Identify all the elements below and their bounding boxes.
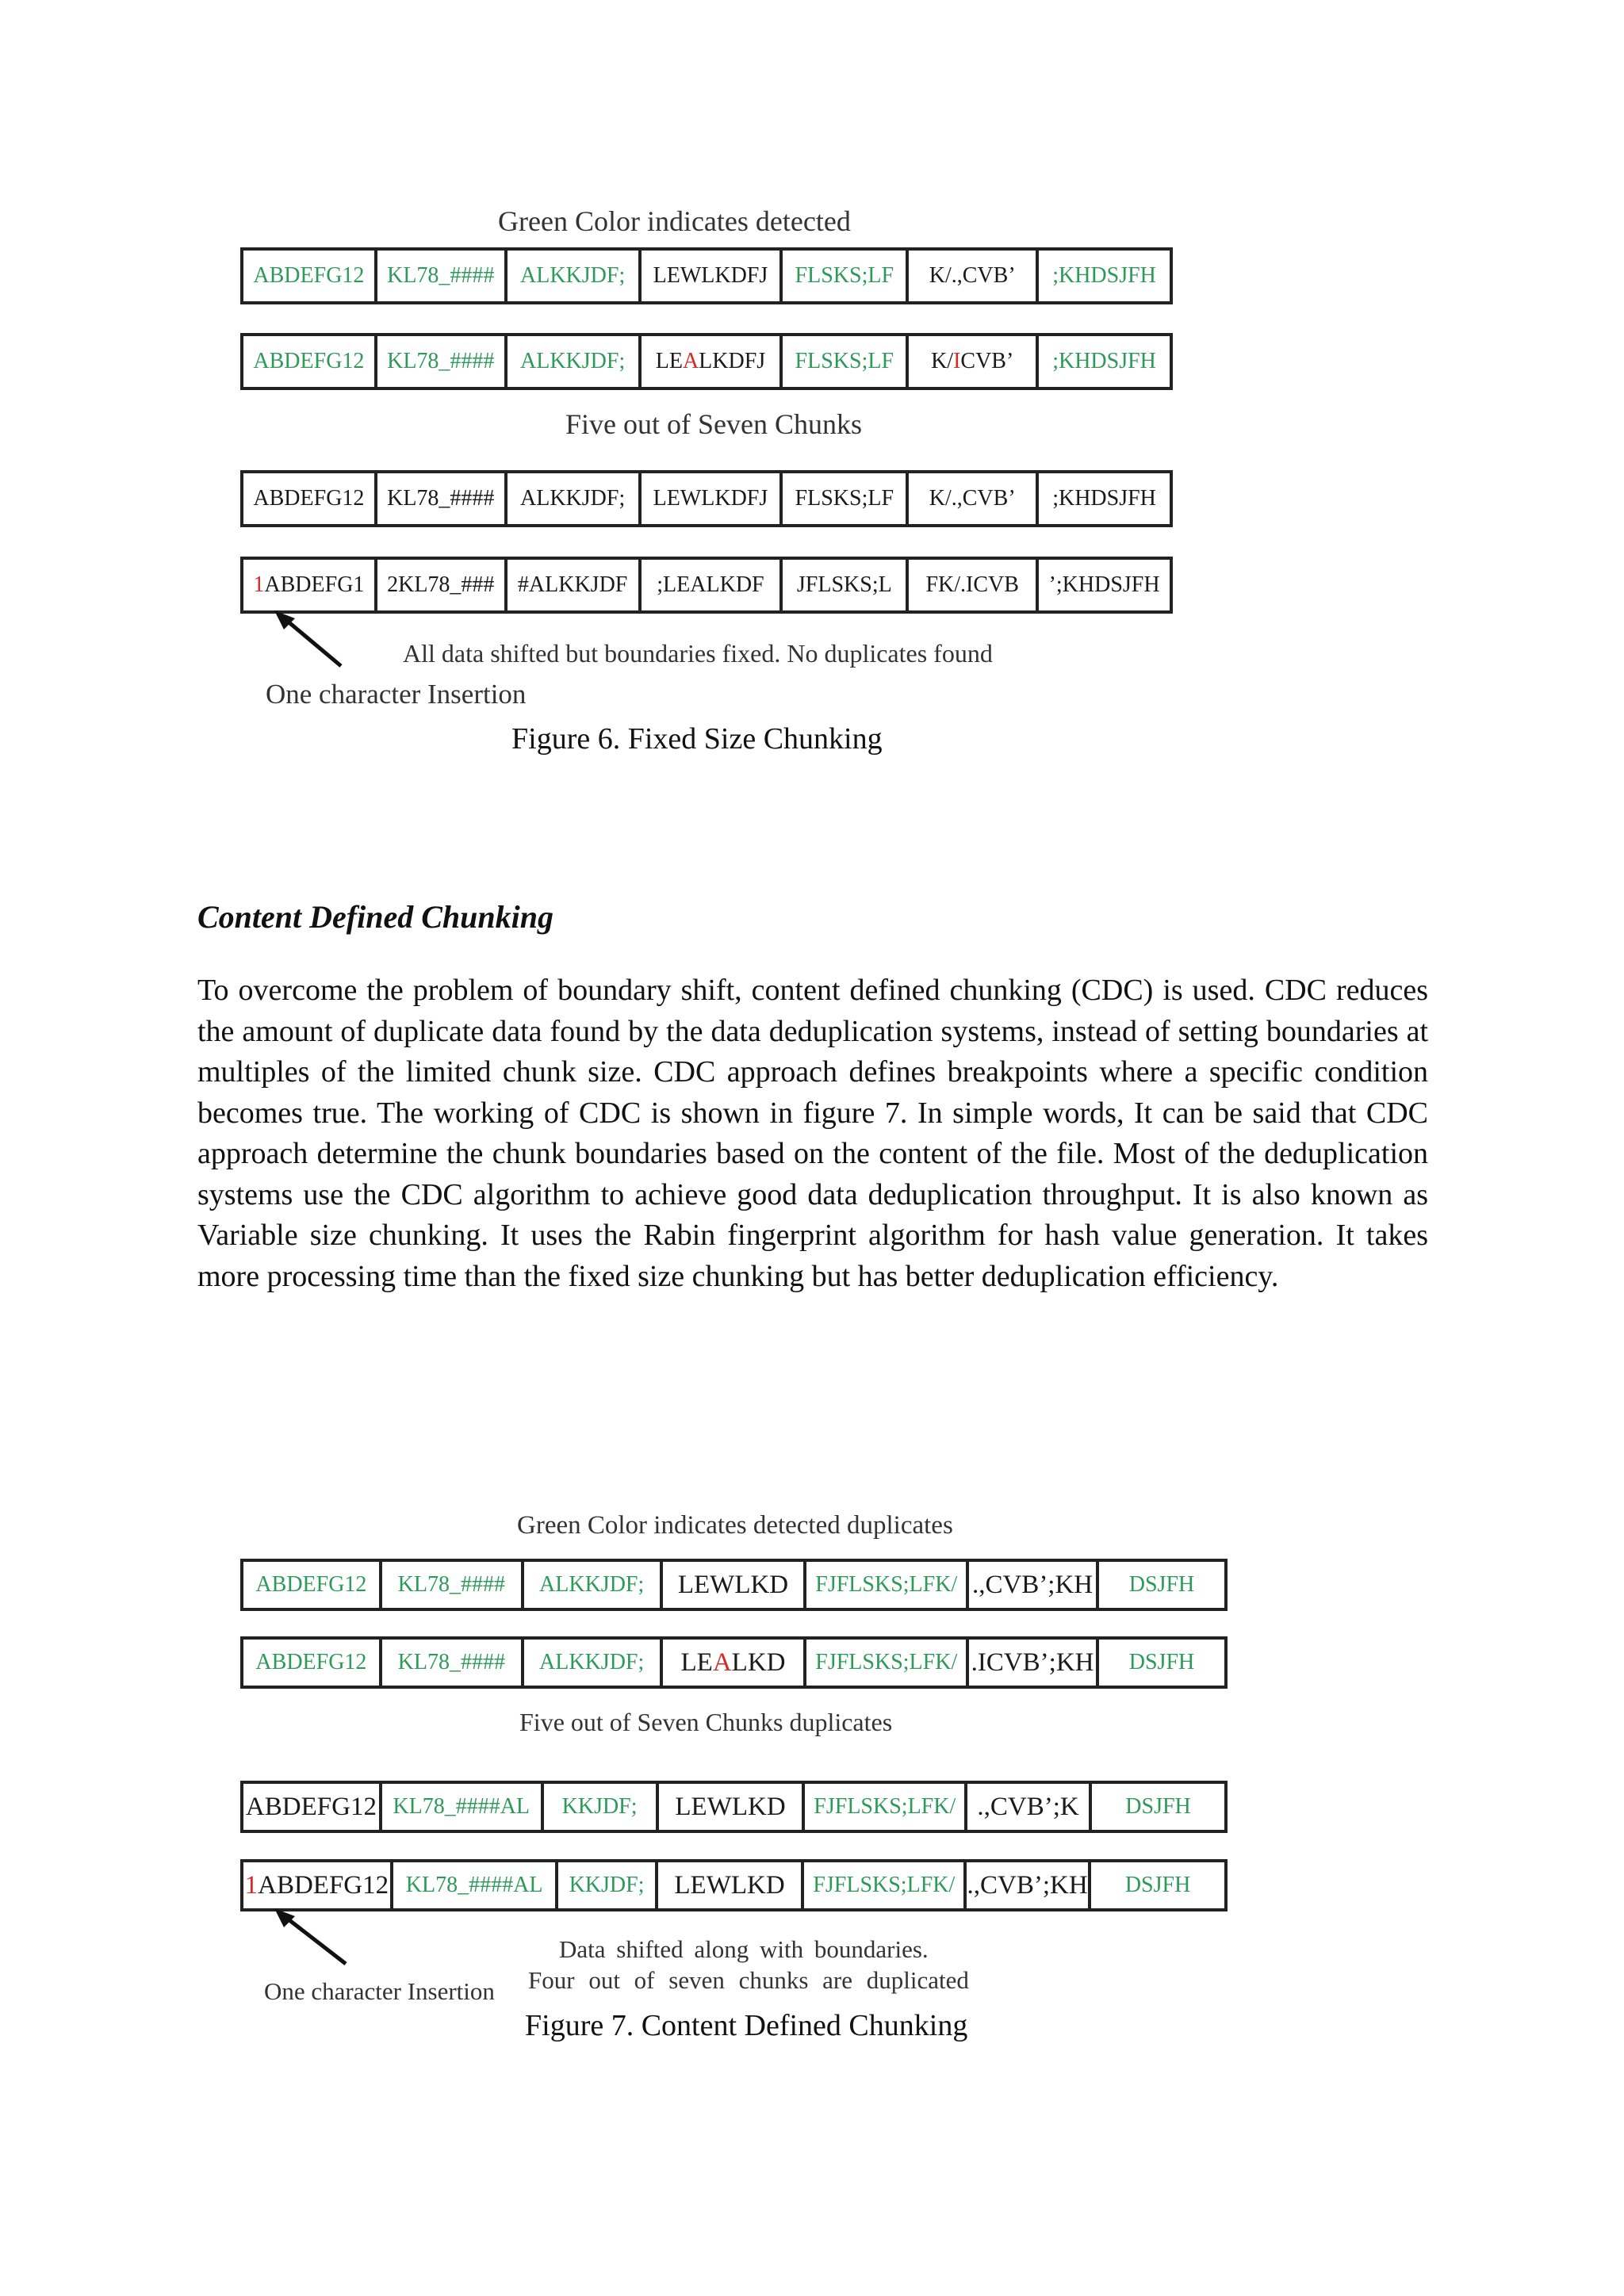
chunk-cell: KL78_#### bbox=[382, 1640, 524, 1686]
chunk-cell: ABDEFG12 bbox=[243, 1784, 382, 1830]
chunk-cell: ;KHDSJFH bbox=[1052, 349, 1156, 373]
figure6-caption: Figure 6. Fixed Size Chunking bbox=[511, 722, 883, 756]
chunk-cell: FJFLSKS;LFK/ bbox=[804, 1862, 967, 1908]
figure7-row2 bbox=[240, 1636, 1228, 1689]
chunk-cell: LEWLKD bbox=[663, 1562, 807, 1608]
chunk-cell: JFLSKS;L bbox=[783, 560, 909, 610]
inserted-character: 1 bbox=[253, 572, 265, 597]
inserted-character: 1 bbox=[244, 1870, 259, 1900]
chunk-cell: K/ I CVB’ bbox=[909, 336, 1039, 387]
figure6-row3 bbox=[240, 470, 1173, 527]
chunk-cell: KL78_####AL bbox=[382, 1784, 544, 1830]
chunk-cell: KL78_#### bbox=[377, 473, 508, 524]
chunk-cell: DSJFH bbox=[1125, 1794, 1191, 1819]
chunk-cell: KKJDF; bbox=[558, 1862, 657, 1908]
chunk-cell: DSJFH bbox=[1128, 1572, 1195, 1597]
figure7-row1 bbox=[240, 1559, 1228, 1611]
chunk-cell: K/.,CVB’ bbox=[909, 473, 1039, 524]
chunk-cell: ALKKJDF; bbox=[508, 473, 642, 524]
figure6-row1 bbox=[240, 247, 1173, 304]
figure7-note-line1: Data shifted along with boundaries. bbox=[559, 1935, 929, 1963]
chunk-cell: ;LEALKDF bbox=[642, 560, 783, 610]
chunk-cell: FJFLSKS;LFK/ bbox=[806, 1562, 969, 1608]
chunk-cell: ABDEFG12 bbox=[243, 251, 377, 301]
figure6-row2 bbox=[240, 333, 1173, 390]
inserted-character: A bbox=[712, 1647, 732, 1677]
chunk-cell: .,CVB’;KH bbox=[969, 1562, 1099, 1608]
chunk-cell: ’;KHDSJFH bbox=[1048, 572, 1160, 597]
chunk-cell: ALKKJDF; bbox=[508, 251, 642, 301]
chunk-cell: ABDEFG12 bbox=[243, 1640, 382, 1686]
chunk-cell: K/.,CVB’ bbox=[909, 251, 1039, 301]
chunk-cell: .,CVB’;KH bbox=[967, 1862, 1091, 1908]
figure6-middle-caption: Five out of Seven Chunks bbox=[565, 408, 862, 440]
figure6-row4 bbox=[240, 557, 1173, 614]
chunk-cell: KKJDF; bbox=[544, 1784, 659, 1830]
chunk-cell: ;KHDSJFH bbox=[1052, 263, 1156, 288]
chunk-cell: ABDEFG12 bbox=[243, 1562, 382, 1608]
insertion-arrow-icon-fig7 bbox=[270, 1907, 357, 1970]
chunk-cell: LEWLKDFJ bbox=[642, 251, 783, 301]
inserted-character: I bbox=[953, 349, 961, 373]
chunk-cell: KL78_#### bbox=[377, 336, 508, 387]
chunk-cell: ABDEFG12 bbox=[243, 336, 377, 387]
chunk-cell: ABDEFG12 bbox=[243, 473, 377, 524]
figure7-top-caption: Green Color indicates detected duplicates bbox=[517, 1511, 953, 1540]
chunk-cell: FJFLSKS;LFK/ bbox=[806, 1640, 969, 1686]
figure7-row3 bbox=[240, 1781, 1228, 1833]
chunk-cell: .,CVB’;K bbox=[967, 1784, 1092, 1830]
section-paragraph: To overcome the problem of boundary shift, content defined chunking (CDC) is used. CDC reduces the amount of duplicate data found by the data deduplication systems, instead of setting boundaries at multiples of the limited chunk size. CDC approach defines breakpoints where a specific condition becomes true. The working of CDC is shown in figure 7. In simple words, It can be said that CDC approach determine the chunk boundaries based on the content of the file. Most of the deduplication systems use the CDC algorithm to achieve good data deduplication throughput. It is also known as Variable size chunking. It uses the Rabin fingerprint algorithm for hash value generation. It takes more processing time than the fixed size chunking but has better deduplication efficiency. bbox=[197, 974, 1428, 1293]
figure7-caption: Figure 7. Content Defined Chunking bbox=[525, 2009, 968, 2042]
chunk-cell: ALKKJDF; bbox=[524, 1562, 663, 1608]
chunk-cell: LEWLKD bbox=[658, 1862, 805, 1908]
chunk-cell: LEWLKDFJ bbox=[642, 473, 783, 524]
insertion-arrow-icon bbox=[270, 609, 357, 672]
chunk-cell: DSJFH bbox=[1124, 1873, 1191, 1897]
chunk-cell: LE A LKDFJ bbox=[642, 336, 783, 387]
chunk-cell: 2KL78_### bbox=[377, 560, 508, 610]
inserted-character: A bbox=[682, 349, 699, 373]
chunk-cell: 1 ABDEFG1 bbox=[243, 560, 377, 610]
chunk-cell: .ICVB’;KH bbox=[969, 1640, 1099, 1686]
chunk-cell: LEWLKD bbox=[659, 1784, 806, 1830]
chunk-cell: LE A LKD bbox=[663, 1640, 807, 1686]
chunk-cell: KL78_#### bbox=[382, 1562, 524, 1608]
chunk-cell: FK/.ICVB bbox=[909, 560, 1039, 610]
figure7-middle-caption: Five out of Seven Chunks duplicates bbox=[519, 1708, 893, 1736]
chunk-cell: FLSKS;LF bbox=[783, 251, 909, 301]
figure6-insertion-label: One character Insertion bbox=[266, 679, 527, 710]
figure7-row4 bbox=[240, 1859, 1228, 1911]
chunk-cell: ALKKJDF; bbox=[508, 336, 642, 387]
chunk-cell: FLSKS;LF bbox=[783, 336, 909, 387]
chunk-cell: 1 ABDEFG12 bbox=[243, 1862, 393, 1908]
chunk-cell: ALKKJDF; bbox=[524, 1640, 663, 1686]
chunk-cell: KL78_#### bbox=[377, 251, 508, 301]
section-title: Content Defined Chunking bbox=[197, 899, 554, 935]
figure6-top-caption: Green Color indicates detected bbox=[498, 205, 851, 237]
chunk-cell: #ALKKJDF bbox=[508, 560, 642, 610]
chunk-cell: DSJFH bbox=[1128, 1650, 1195, 1674]
chunk-cell: FLSKS;LF bbox=[783, 473, 909, 524]
chunk-cell: ;KHDSJFH bbox=[1052, 486, 1156, 511]
chunk-cell: FJFLSKS;LFK/ bbox=[805, 1784, 967, 1830]
figure7-insertion-label: One character Insertion bbox=[264, 1977, 495, 2005]
figure7-note-line2: Four out of seven chunks are duplicated bbox=[528, 1966, 969, 1994]
chunk-cell: KL78_####AL bbox=[393, 1862, 559, 1908]
figure6-note: All data shifted but boundaries fixed. No duplicates found bbox=[403, 639, 993, 668]
